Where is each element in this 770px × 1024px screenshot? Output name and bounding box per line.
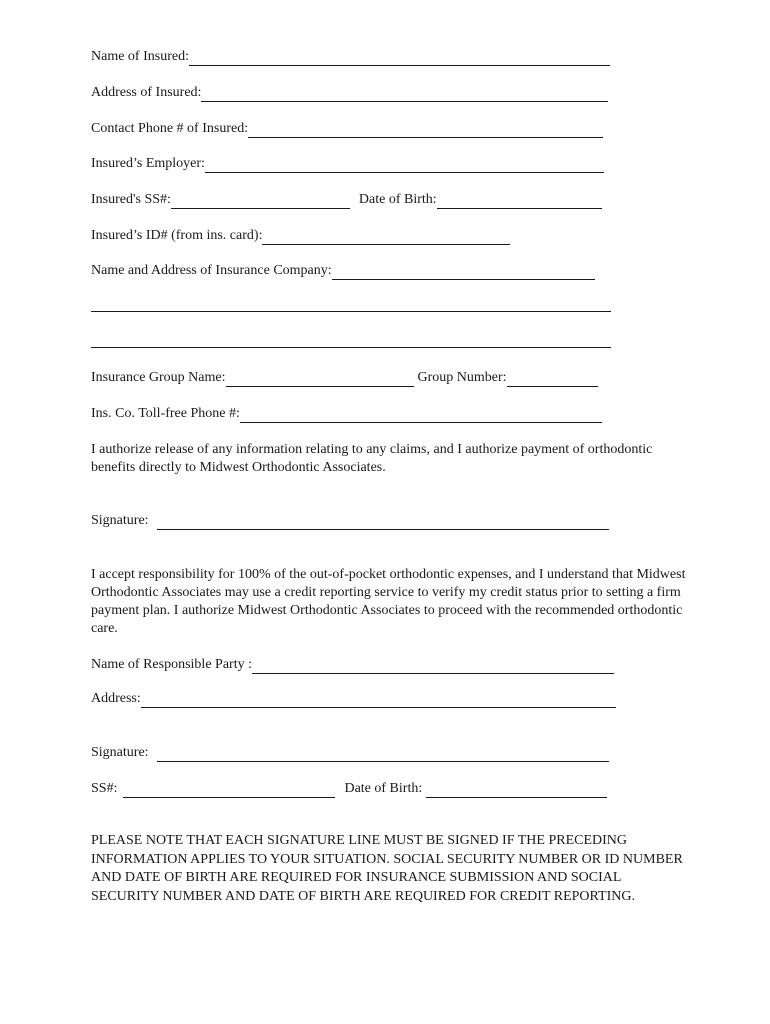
responsible-party-field[interactable] (252, 659, 614, 674)
group-number-label: Group Number: (417, 370, 507, 385)
responsible-party-row (91, 654, 614, 674)
responsible-address-label: Address: (91, 691, 141, 706)
responsible-ss-label: SS#: (91, 781, 118, 796)
group-number-field[interactable] (507, 372, 598, 387)
insured-ss-label: Insured's SS#: (91, 192, 171, 207)
insured-address-label: Address of Insured: (91, 85, 202, 100)
tollfree-field[interactable] (240, 408, 602, 423)
authorization-signature-field[interactable] (157, 515, 609, 530)
authorization-signature-row (91, 510, 609, 530)
notice-text: PLEASE NOTE THAT EACH SIGNATURE LINE MUST BE SIGNED IF THE PRECEDING INFORMATION APPLIES TO YOUR SITUATION. SOCIAL SECURITY NUMBER OR ID NUMBER AND DATE OF BIRTH ARE REQUIRED FOR INSURANCE SUBMISSION AND SOCIAL SECURITY NUMBER AND DATE OF BIRTH ARE REQUIRED FOR CREDIT REPORTING. (91, 833, 683, 904)
insured-ss-field[interactable] (171, 194, 350, 209)
insurance-company-address-line-1[interactable] (91, 311, 611, 312)
insured-id-row (91, 225, 510, 245)
insured-name-field[interactable] (189, 51, 610, 66)
insured-address-row (91, 82, 608, 102)
insured-name-label: Name of Insured: (91, 49, 189, 64)
responsible-dob-field[interactable] (426, 783, 607, 798)
responsible-address-row (91, 688, 616, 708)
insurance-company-field[interactable] (332, 265, 595, 280)
insured-ss-dob-row (91, 189, 602, 209)
insured-id-field[interactable] (262, 230, 510, 245)
responsible-signature-field[interactable] (157, 747, 609, 762)
insured-phone-field[interactable] (248, 123, 603, 138)
responsible-signature-label: Signature: (91, 745, 149, 760)
insured-employer-row (91, 153, 604, 173)
insurance-company-label: Name and Address of Insurance Company: (91, 263, 332, 278)
responsibility-text: I accept responsibility for 100% of the out-of-pocket orthodontic expenses, and I understand that Midwest Orthodontic Associates may use a credit reporting service to verify my credit status prior to setting a firm payment plan. I authorize Midwest Orthodontic Associates to proceed with the recommended orthodontic care. (91, 567, 686, 636)
insurance-company-address-line-2[interactable] (91, 347, 611, 348)
responsible-ss-dob-row (91, 778, 607, 798)
responsible-ss-field[interactable] (123, 783, 335, 798)
insured-phone-row (91, 118, 603, 138)
insured-dob-field[interactable] (437, 194, 602, 209)
insured-address-field[interactable] (201, 87, 608, 102)
responsible-dob-label: Date of Birth: (344, 781, 423, 796)
tollfree-label: Ins. Co. Toll-free Phone #: (91, 406, 240, 421)
insured-name-row (91, 46, 610, 66)
authorization-text: I authorize release of any information relating to any claims, and I authorize payment of orthodontic benefits directly to Midwest Orthodontic Associates. (91, 442, 653, 475)
responsible-address-field[interactable] (141, 693, 616, 708)
group-name-label: Insurance Group Name: (91, 370, 226, 385)
responsible-party-label: Name of Responsible Party : (91, 657, 252, 672)
tollfree-row (91, 403, 602, 423)
insured-employer-label: Insured’s Employer: (91, 156, 205, 171)
authorization-signature-label: Signature: (91, 513, 149, 528)
insured-dob-label: Date of Birth: (358, 192, 437, 207)
insured-employer-field[interactable] (205, 158, 604, 173)
group-row (91, 367, 598, 387)
insured-phone-label: Contact Phone # of Insured: (91, 121, 249, 136)
group-name-field[interactable] (226, 372, 414, 387)
insurance-company-row (91, 260, 595, 280)
insured-id-label: Insured’s ID# (from ins. card): (91, 228, 263, 243)
responsible-signature-row (91, 742, 609, 762)
